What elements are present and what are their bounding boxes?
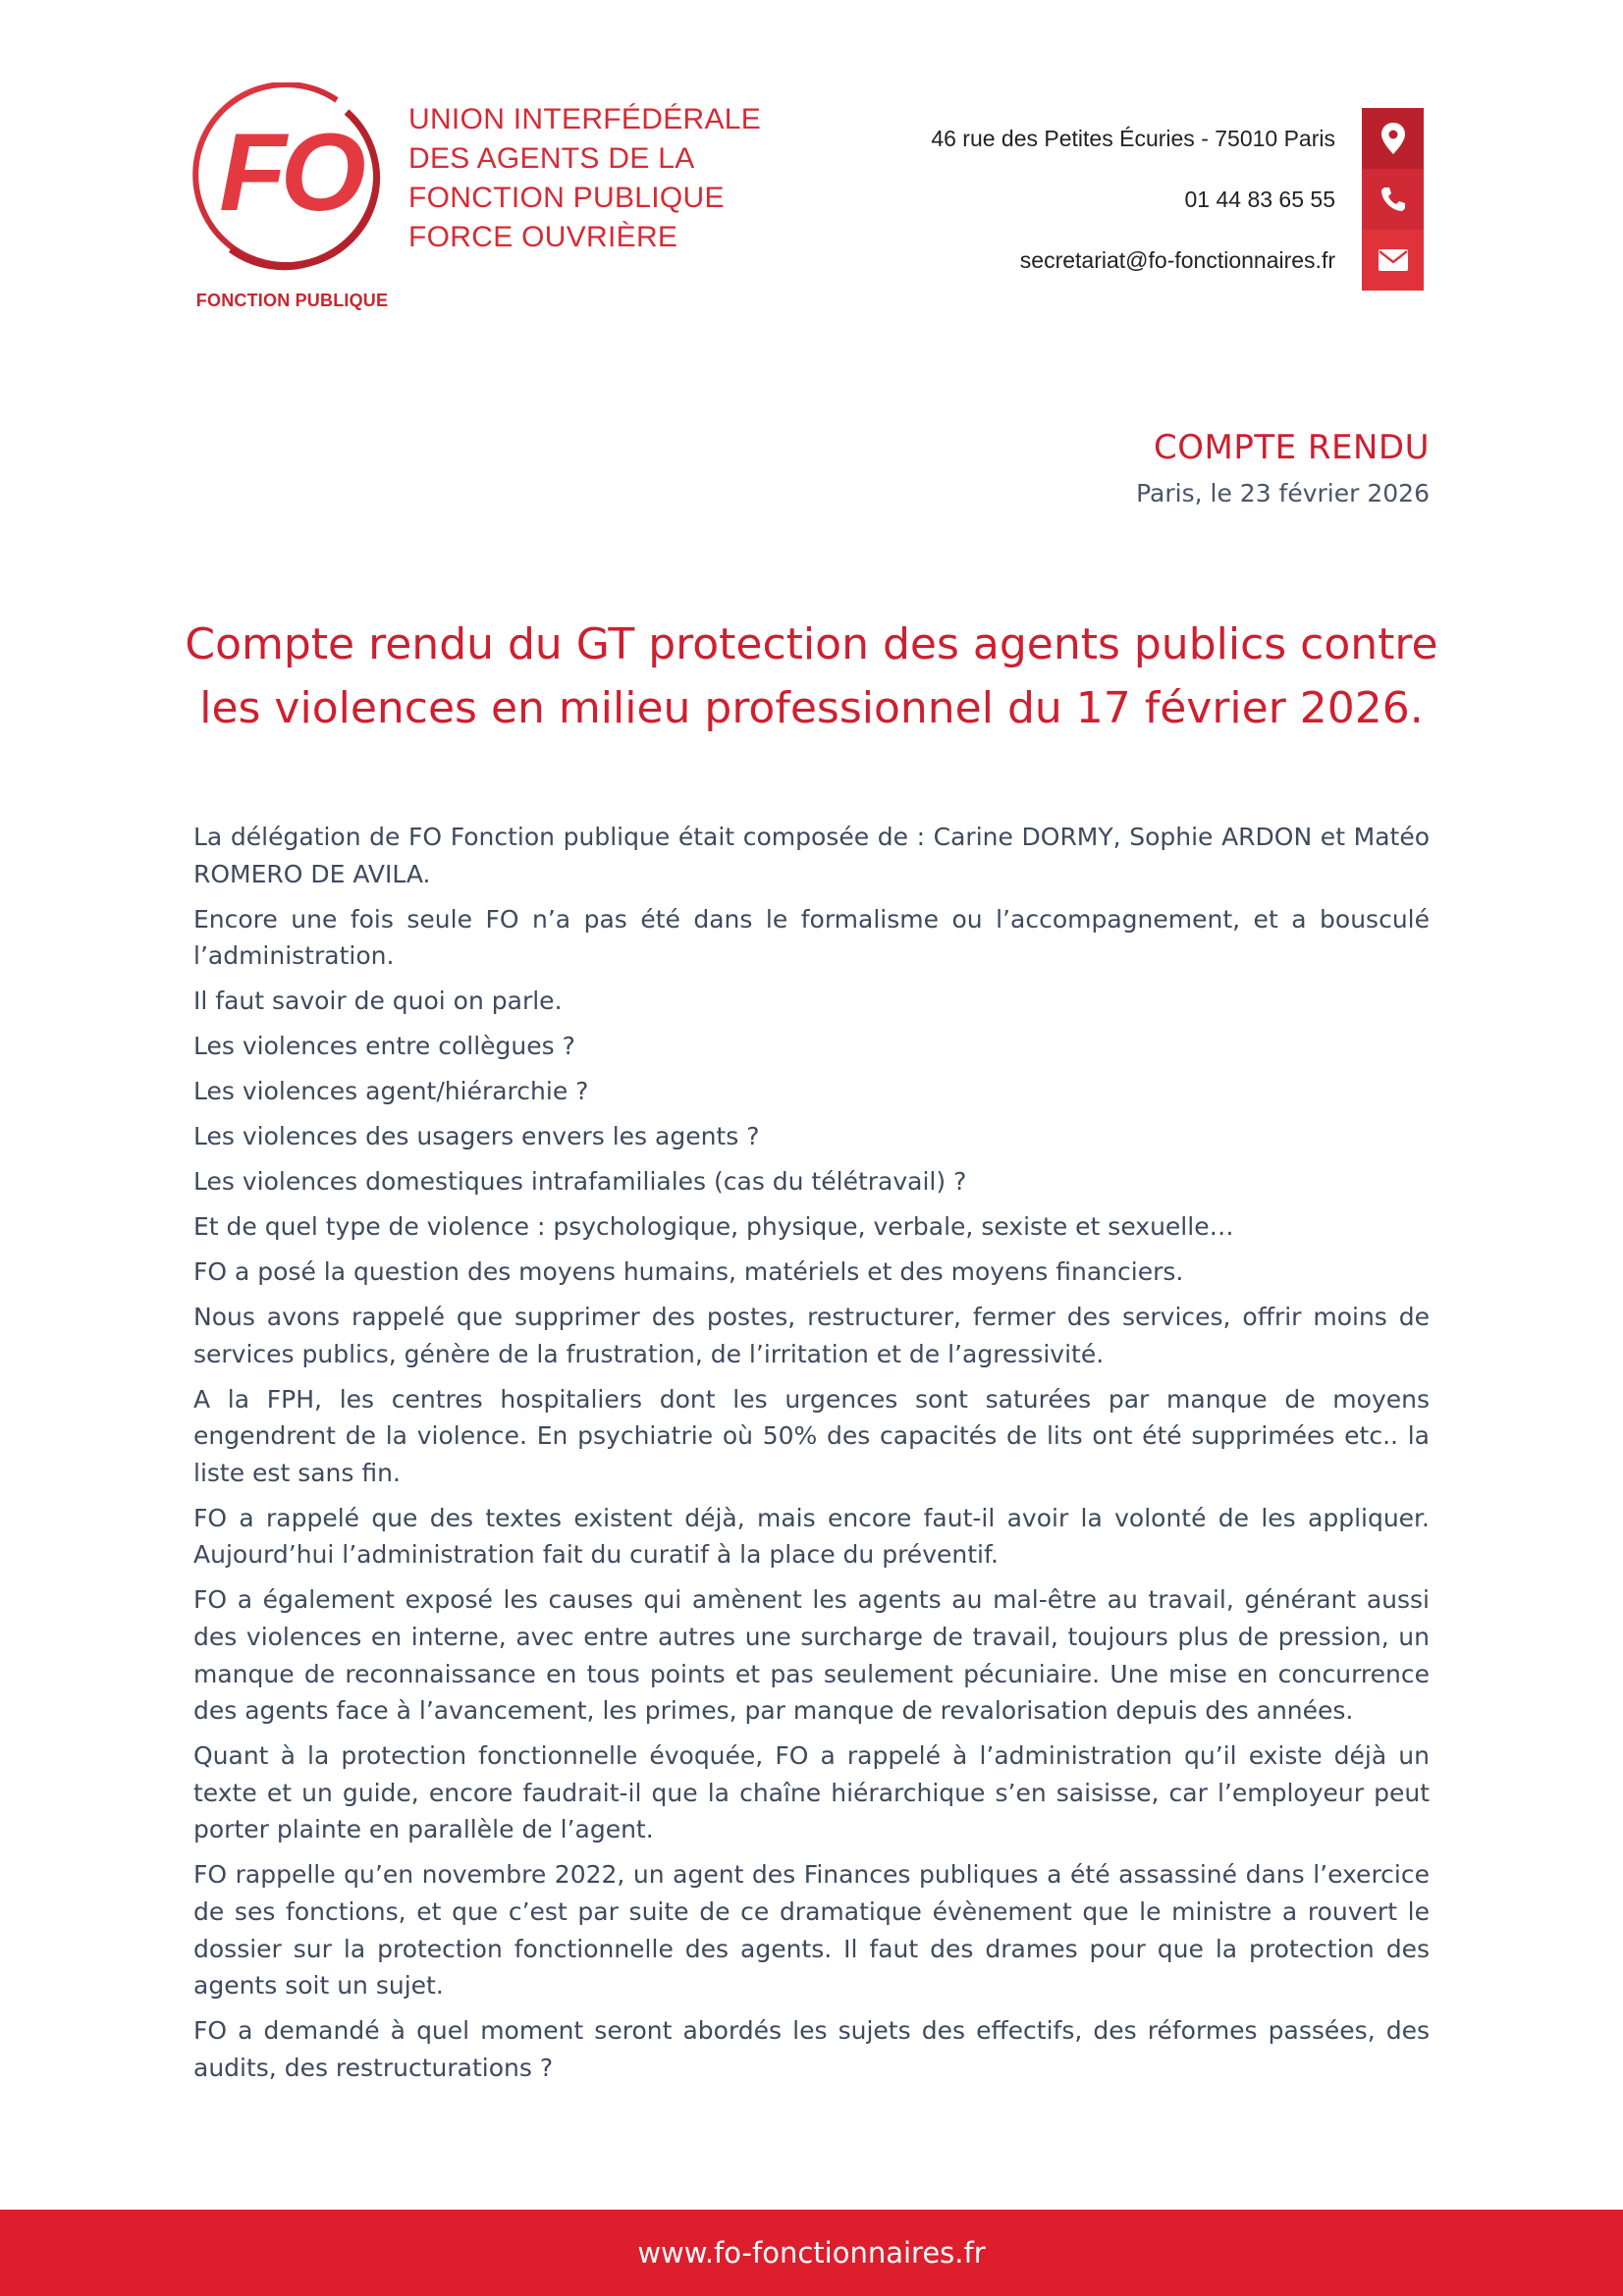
- paragraph: A la FPH, les centres hospitaliers dont les urgences sont saturées par manque de moyens engendrent de la violence. En psychiatrie où 50% des capacités de lits ont été supprimées etc.. la liste est sans fin.: [193, 1384, 1430, 1487]
- contact-icons: [1362, 108, 1424, 291]
- organization-name-line: FONCTION PUBLIQUE: [408, 182, 725, 214]
- fo-logo: [191, 82, 393, 318]
- fo-logo-mark-icon: [191, 82, 393, 279]
- paragraph: Et de quel type de violence : psychologique, physique, verbale, sexiste et sexuelle…: [193, 1212, 1234, 1242]
- document-type: COMPTE RENDU: [1153, 428, 1430, 467]
- paragraph: Les violences agent/hiérarchie ?: [193, 1077, 589, 1106]
- phone-icon: [1362, 169, 1424, 230]
- footer-website-link[interactable]: www.fo-fonctionnaires.fr: [637, 2236, 986, 2269]
- paragraph: Encore une fois seule FO n’a pas été dans le formalisme ou l’accompagnement, et a bousculé l’administration.: [193, 904, 1430, 971]
- envelope-icon: [1362, 230, 1424, 291]
- paragraph: Les violences domestiques intrafamiliales (cas du télétravail) ?: [193, 1167, 967, 1197]
- paragraph: FO rappelle qu’en novembre 2022, un agent des Finances publiques a été assassiné dans l’exercice de ses fonctions, et que c’est par suite de ce dramatique évènement que le ministre a rouvert le dossier sur la protection fonctionnelle des agents. Il faut des drames pour que la protection des agents soit un sujet.: [193, 1860, 1430, 2001]
- organization-name: [408, 100, 761, 257]
- organization-name-line: FORCE OUVRIÈRE: [408, 221, 678, 253]
- document-body: [193, 819, 1430, 2095]
- contact-block: [931, 108, 1335, 291]
- paragraph: FO a demandé à quel moment seront abordés les sujets des effectifs, des réformes passées, des audits, des restructurations ?: [193, 2016, 1430, 2082]
- location-pin-icon: [1362, 108, 1424, 169]
- document-title-line: Compte rendu du GT protection des agents publics contre: [185, 619, 1438, 669]
- document-title-line: les violences en milieu professionnel du 17 février 2026.: [199, 683, 1424, 733]
- fo-logo-text: FO: [219, 111, 360, 234]
- paragraph: Nous avons rappelé que supprimer des postes, restructurer, fermer des services, offrir moins de services publics, génère de la frustration, de l’irritation et de l’agressivité.: [193, 1303, 1430, 1368]
- paragraph: FO a également exposé les causes qui amènent les agents au mal-être au travail, générant aussi des violences en interne, avec entre autres une surcharge de travail, toujours plus de pression, un manque de reconnaissance en tous points et pas seulement pécuniaire. Une mise en concurrence des agents face à l’avancement, les primes, par manque de revalorisation depuis des années.: [193, 1585, 1430, 1726]
- contact-email[interactable]: secretariat@fo-fonctionnaires.fr: [1019, 247, 1335, 273]
- contact-phone[interactable]: 01 44 83 65 55: [1184, 187, 1335, 212]
- paragraph: Il faut savoir de quoi on parle.: [193, 987, 563, 1016]
- organization-name-line: DES AGENTS DE LA: [408, 142, 695, 175]
- document-title: [157, 613, 1466, 740]
- contact-address: 46 rue des Petites Écuries - 75010 Paris: [931, 126, 1335, 151]
- footer-bar: [0, 2210, 1623, 2296]
- paragraph: Les violences des usagers envers les agents ?: [193, 1122, 760, 1151]
- paragraph: La délégation de FO Fonction publique était composée de : Carine DORMY, Sophie ARDON et Matéo ROMERO DE AVILA.: [193, 823, 1430, 888]
- logo-subtitle: FONCTION PUBLIQUE: [195, 291, 389, 310]
- paragraph: Les violences entre collègues ?: [193, 1032, 575, 1061]
- paragraph: FO a posé la question des moyens humains, matériels et des moyens financiers.: [193, 1257, 1184, 1287]
- organization-name-line: UNION INTERFÉDÉRALE: [408, 103, 762, 135]
- paragraph: Quant à la protection fonctionnelle évoquée, FO a rappelé à l’administration qu’il existe déjà un texte et un guide, encore faudrait-il que la chaîne hiérarchique s’en saisisse, car l’employeur peut porter plainte en parallèle de l’agent.: [193, 1741, 1430, 1844]
- paragraph: FO a rappelé que des textes existent déjà, mais encore faut-il avoir la volonté de les appliquer. Aujourd’hui l’administration fait du curatif à la place du préventif.: [193, 1503, 1430, 1570]
- document-date: Paris, le 23 février 2026: [1136, 479, 1430, 507]
